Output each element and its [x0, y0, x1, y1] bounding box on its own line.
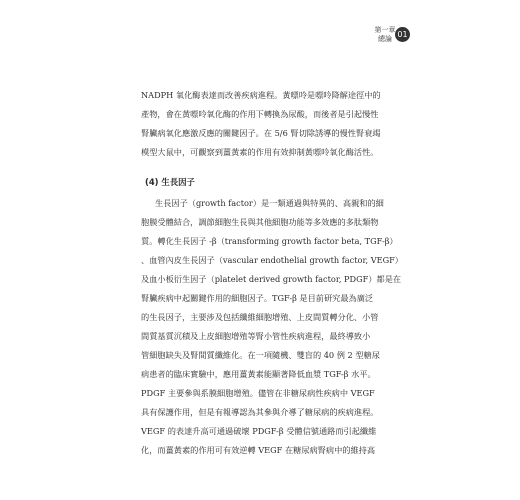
- text-line: 胞膜受體結合，調節細胞生長與其他細胞功能等多效應的多肽類物: [141, 217, 379, 227]
- text-line: 腎臟病氧化應激反應的關鍵因子。在 5/6 腎切除誘導的慢性腎衰竭: [141, 128, 381, 138]
- text-line: 具有保護作用，但是有報導認為其參與介導了糖尿病的疾病進程。: [141, 407, 379, 417]
- text-line: VEGF 的表達升高可通過破壞 PDGF-β 受體信號通路而引起纖維: [141, 426, 377, 436]
- text-line: NADPH 氧化酶表達而改善疾病進程。黃嘌呤是嘌呤降解途徑中的: [141, 90, 381, 100]
- chapter-number: 第一章: [374, 26, 396, 34]
- text-line: 病患者的臨床實驗中，應用薑黃素能顯著降低血漿 TGF-β 水平。: [141, 369, 376, 379]
- chapter-header: [374, 26, 396, 44]
- text-line: 的生長因子，主要涉及包括纖維細胞增殖、上皮間質轉分化、小管: [141, 312, 379, 322]
- text-line: 間質基質沉積及上皮細胞增殖等腎小管性疾病進程，最終導致小: [141, 331, 371, 341]
- text-line: 腎臟疾病中起關鍵作用的細胞因子。TGF-β 是目前研究最為廣泛: [141, 293, 374, 303]
- text-line: 管細胞缺失及腎間質纖維化。在一項隨機、雙盲的 40 例 2 型糖尿: [141, 350, 380, 360]
- text-line: PDGF 主要參與系膜細胞增殖。儘管在非糖尿病性疾病中 VEGF: [141, 388, 375, 398]
- chapter-title: 總論: [378, 35, 392, 43]
- page-body: [141, 86, 421, 460]
- paragraph-oxidase: [141, 86, 421, 162]
- text-line: 生長因子（growth factor）是一類通過與特異的、高親和的細: [155, 198, 384, 208]
- text-line: 質。轉化生長因子 -β（transforming growth factor beta, TGF-β）: [141, 236, 398, 246]
- paragraph-growth-factor: [141, 194, 421, 460]
- text-line: 產物，會在黃嘌呤氧化酶的作用下轉換為尿酸，而後者是引起慢性: [141, 109, 379, 119]
- text-line: 、血管內皮生長因子（vascular endothelial growth factor, VEGF）: [141, 255, 403, 265]
- text-line: 模型大鼠中，可觀察到薑黃素的作用有效抑制黃嘌呤氧化酶活性。: [141, 147, 379, 157]
- chapter-badge: 01: [395, 27, 410, 42]
- section-heading: (4) 生長因子: [145, 177, 195, 187]
- text-line: 化，而薑黃素的作用可有效逆轉 VEGF 在糖尿病腎病中的維持高: [141, 445, 376, 455]
- text-line: 及血小板衍生因子（platelet derived growth factor, PDGF）都是在: [141, 274, 402, 284]
